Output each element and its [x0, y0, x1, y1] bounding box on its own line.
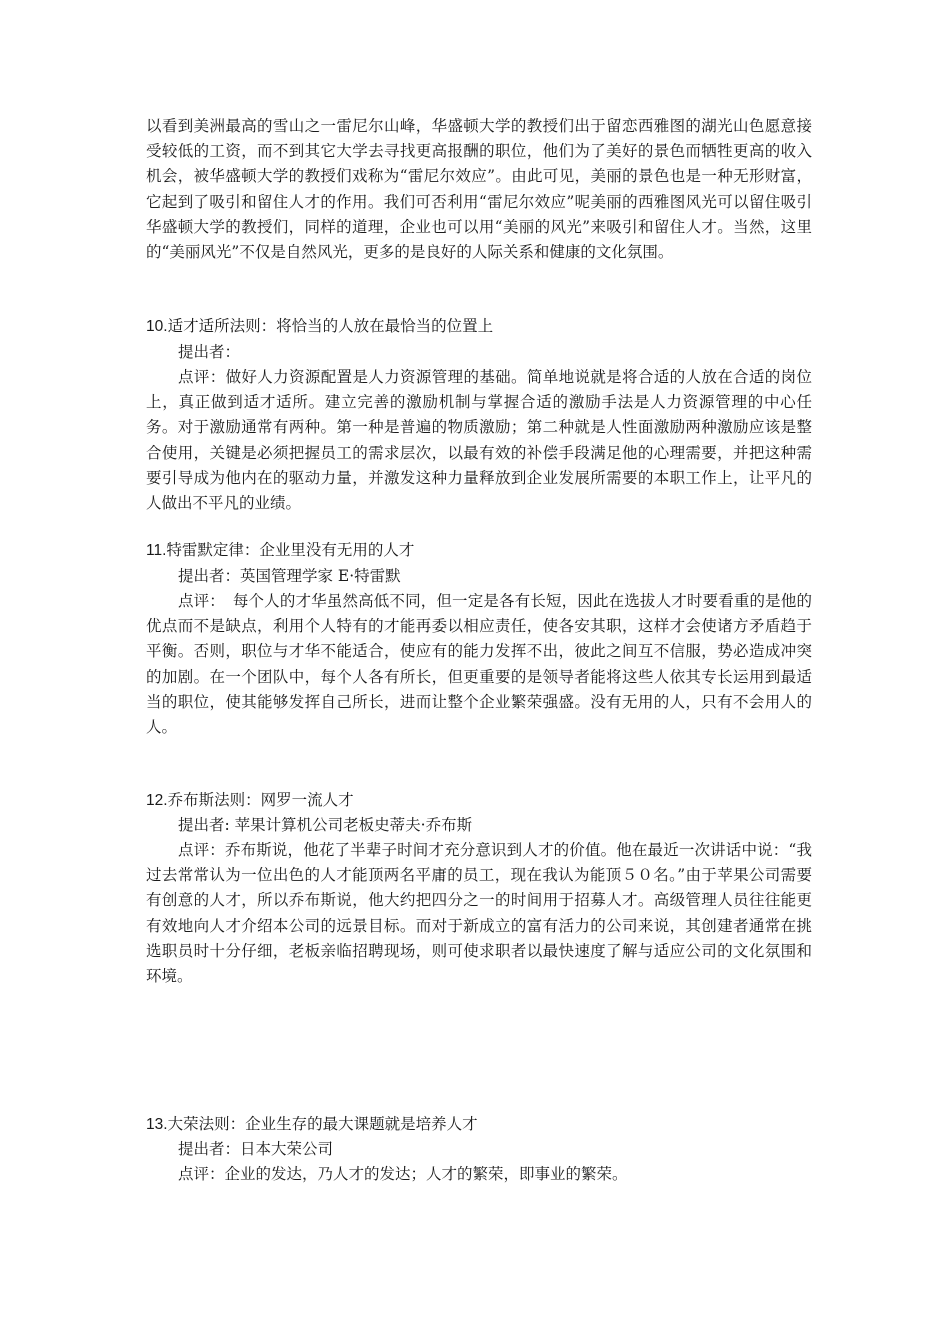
section-title: 乔布斯法则：网罗一流人才	[167, 791, 354, 809]
section-10-comment: 点评：做好人力资源配置是人力资源管理的基础。简单地说就是将合适的人放在合适的岗位上，真正做到适才适所。建立完善的激励机制与掌握合适的激励手法是人力资源管理的中心任务。对于激励通常有两种。第一种是普遍的物质激励；第二种就是人性面激励两种激励应该是整合使用，关键是必须把握员工的需求层次，以最有效的补偿手段满足他的心理需要，并把这种需要引导成为他内在的驱动力量，并激发这种力量释放到企业发展所需要的本职工作上，让平凡的人做出不平凡的业绩。	[146, 368, 812, 513]
section-title: 适才适所法则：将恰当的人放在最恰当的位置上	[167, 317, 494, 335]
section-12-comment: 点评：乔布斯说，他花了半辈子时间才充分意识到人才的价值。他在最近一次讲话中说：“我过去常常认为一位出色的人才能顶两名平庸的员工，现在我认为能顶５０名。”由于苹果公司需要有创意的人才，所以乔布斯说，他大约把四分之一的时间用于招募人才。高级管理人员往往能更有效地向人才介绍本公司的远景目标。而对于新成立的富有活力的公司来说，其创建者通常在挑选职员时十分仔细，老板亲临招聘现场，则可使求职者以最快速度了解与适应公司的文化氛围和环境。	[146, 841, 812, 986]
section-13-comment: 点评：企业的发达，乃人才的发达；人才的繁荣，即事业的繁荣。	[178, 1165, 628, 1183]
section-12-proposer: 提出者: 苹果计算机公司老板史蒂夫·乔布斯	[178, 816, 473, 834]
section-11-proposer: 提出者：英国管理学家 E·特雷默	[178, 567, 401, 585]
section-13-heading	[146, 1112, 478, 1137]
section-title: 特雷默定律：企业里没有无用的人才	[166, 541, 415, 559]
section-number: 13.	[146, 1116, 168, 1133]
section-11-heading	[146, 538, 414, 563]
intro-paragraph: 以看到美洲最高的雪山之一雷尼尔山峰，华盛顿大学的教授们出于留恋西雅图的湖光山色愿意接受较低的工资，而不到其它大学去寻找更高报酬的职位，他们为了美好的景色而牺牲更高的收入机会，被华盛顿大学的教授们戏称为“雷尼尔效应”。由此可见，美丽的景色也是一种无形财富，它起到了吸引和留住人才的作用。我们可否利用“雷尼尔效应”呢美丽的西雅图风光可以留住吸引华盛顿大学的教授们，同样的道理，企业也可以用“美丽的风光”来吸引和留住人才。当然，这里的“美丽风光”不仅是自然风光，更多的是良好的人际关系和健康的文化氛围。	[146, 117, 812, 262]
section-10-proposer: 提出者：	[178, 343, 241, 361]
section-12-heading	[146, 788, 354, 813]
section-10-heading	[146, 314, 493, 339]
section-number: 10.	[146, 318, 168, 335]
section-number: 11.	[146, 542, 167, 559]
section-11-comment: 点评： 每个人的才华虽然高低不同，但一定是各有长短，因此在选拔人才时要看重的是他的优点而不是缺点，利用个人特有的才能再委以相应责任，使各安其职，这样才会使诸方矛盾趋于平衡。否则，职位与才华不能适合，使应有的能力发挥不出，彼此之间互不信服，势必造成冲突的加剧。在一个团队中，每个人各有所长，但更重要的是领导者能将这些人依其专长运用到最适当的职位，使其能够发挥自己所长，进而让整个企业繁荣强盛。没有无用的人，只有不会用人的人。	[146, 592, 812, 737]
section-number: 12.	[146, 792, 168, 809]
section-13-proposer: 提出者：日本大荣公司	[178, 1140, 334, 1158]
section-title: 大荣法则：企业生存的最大课题就是培养人才	[167, 1115, 478, 1133]
